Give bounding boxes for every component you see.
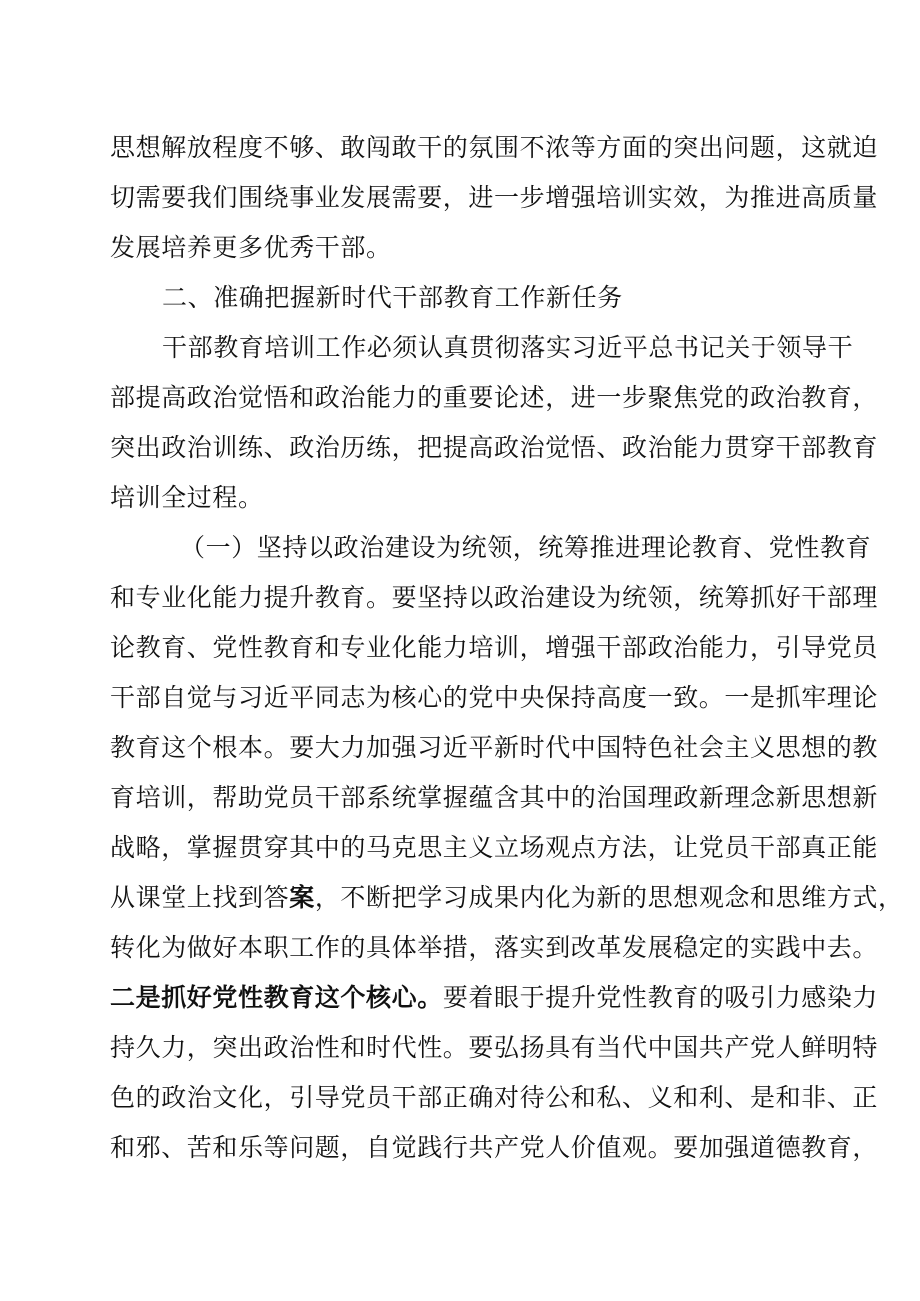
paragraph-line: 转化为做好本职工作的具体举措，落实到改革发展稳定的实践中去。: [110, 933, 879, 962]
paragraph-line: 论教育、党性教育和专业化能力培训，增强干部政治能力，引导党员: [110, 633, 879, 662]
paragraph-line: 发展培养更多优秀干部。: [110, 233, 392, 262]
paragraph-line: 和专业化能力提升教育。要坚持以政治建设为统领，统筹抓好干部理: [110, 583, 879, 612]
paragraph-line: 切需要我们围绕事业发展需要，进一步增强培训实效，为推进高质量: [110, 183, 879, 212]
paragraph-line: 持久力，突出政治性和时代性。要弘扬具有当代中国共产党人鲜明特: [110, 1033, 879, 1062]
paragraph-line: 部提高政治觉悟和政治能力的重要论述，进一步聚焦党的政治教育，: [110, 383, 879, 412]
paragraph-line: 育培训，帮助党员干部系统掌握蕴含其中的治国理政新理念新思想新: [110, 783, 879, 812]
paragraph-line: 培训全过程。: [110, 483, 264, 512]
paragraph-line: 干部自觉与习近平同志为核心的党中央保持高度一致。一是抓牢理论: [110, 683, 879, 712]
line-text: 从课堂上找到答: [110, 883, 290, 912]
bold-character: 案: [289, 883, 315, 912]
paragraph-line: 色的政治文化，引导党员干部正确对待公和私、义和利、是和非、正: [110, 1083, 879, 1112]
paragraph-line: 思想解放程度不够、敢闯敢干的氛围不浓等方面的突出问题，这就迫: [110, 133, 879, 162]
line-text: 要着眼于提升党性教育的吸引力感染力: [442, 983, 879, 1012]
paragraph-line: 突出政治训练、政治历练，把提高政治觉悟、政治能力贯穿干部教育: [110, 433, 879, 462]
paragraph-line: 战略，掌握贯穿其中的马克思主义立场观点方法，让党员干部真正能: [110, 833, 879, 862]
paragraph-line: [110, 875, 904, 921]
paragraph-line: 教育这个根本。要大力加强习近平新时代中国特色社会主义思想的教: [110, 733, 879, 762]
section-heading: 二、准确把握新时代干部教育工作新任务: [162, 283, 623, 312]
subsection-heading: （一）坚持以政治建设为统领，统筹推进理论教育、党性教育: [180, 533, 872, 562]
paragraph-line: 干部教育培训工作必须认真贯彻落实习近平总书记关于领导干: [162, 333, 854, 362]
line-text: ，不断把学习成果内化为新的思想观念和思维方式，: [314, 883, 904, 912]
paragraph-line: 和邪、苦和乐等问题，自觉践行共产党人价值观。要加强道德教育，: [110, 1133, 879, 1162]
bold-lead-phrase: 二是抓好党性教育这个核心。: [110, 983, 443, 1012]
paragraph-line: [110, 975, 879, 1021]
